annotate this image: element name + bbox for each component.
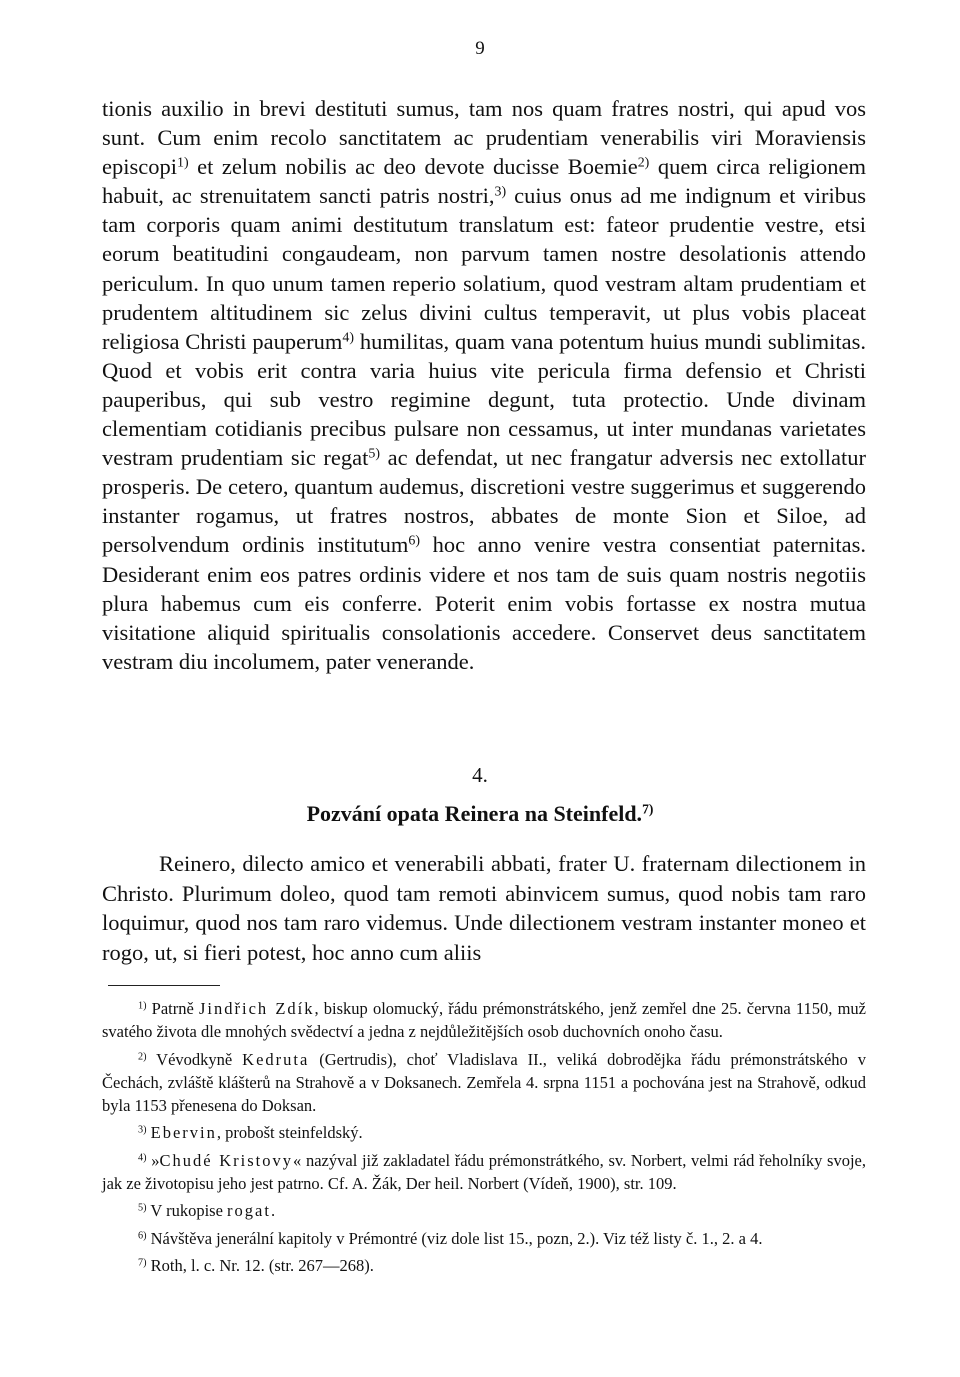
body-text-segment: hoc anno venire vestra consentiat paternitas. Desiderant enim eos patres ordinis videre et nos tam de suis quam nostris negotiis plura habemus cum eis conferre. Poterit enim vobis fortasse ex nostra mutua visitatione aliquid spiritualis consolationis accedere. Conservet deus sanctitatem vestram diu incolumem, pater venerande. [102,532,866,674]
footnote-text: , probošt steinfeldský. [216,1123,363,1143]
letter-4-body: Reinero, dilecto amico et venerabili abbati, frater U. fraternam dilectionem in Christo. Plurimum doleo, quod tam remoti abinvicem sumus, quod nobis tam raro loquimur, quod nos tam raro videmus. Unde dilectionem vestram instanter moneo et rogo, ut, si fieri potest, hoc anno cum aliis [102,851,866,965]
footnote-ref-5: 5) [368,446,381,462]
footnote-2 [102,1048,866,1118]
footnote-ref-2: 2) [637,155,650,171]
footnote-spaced-name: Jindřich Zdík [199,999,315,1018]
footnote-mark: 6) [138,1230,147,1242]
letter-3-body [102,94,866,676]
footnote-text: Návštěva jenerální kapitoly v Prémontré (viz dole list 15., pozn, 2.). Viz též listy č. 1., 2. a 4. [146,1228,763,1248]
body-text-segment: cuius onus ad me indignum et viribus tam corporis quam animi destitutum translatum est: fateor prudentie vestre, etsi eorum beatitudini congaudeam, non parvum tamen nostre desolationis attendo periculum. In quo unum tamen reperio solatium, quod vestram altam prudentiam et prudentem altitudinem sic zelus divini cultus temperavit, ut plus vobis placeat religiosa Christi pauperum [102,183,867,354]
footnote-3 [102,1121,866,1144]
footnote-spaced-name: rogat [227,1201,271,1221]
footnote-text: « nazýval již zakladatel řádu prémonstrátkého, sv. Norbert, velmi rád řeholníky svoje, jak ze životopisu jeho jest patrno. Cf. A. Žák, Der heil. Norbert (Vídeň, 1900), str. 109. [102,1150,866,1194]
footnote-text: . [270,1201,276,1221]
footnote-ref-3: 3) [494,184,507,200]
footnote-ref-1: 1) [176,155,189,171]
footnote-text: Roth, l. c. Nr. 12. (str. 267—268). [146,1255,374,1275]
footnote-4 [102,1149,866,1196]
footnote-spaced-name: Kedruta [242,1049,310,1069]
section-title-text: Pozvání opata Reinera na Steinfeld. [306,801,643,826]
footnote-text: , biskup olomucký, řádu prémonstrátského, jenž zemřel dne 25. června 1150, muž svatého života dle mnohých svědectví a jedna z nejdůležitějších osob duchovních onoho času. [102,999,866,1042]
page-number: 9 [475,38,485,59]
section-number: 4. [472,763,488,787]
footnote-text: V rukopise [146,1201,228,1221]
footnote-1 [102,997,866,1044]
footnote-5 [102,1199,866,1222]
footnote-mark: 7) [138,1257,147,1269]
footnote-spaced-name: Ebervin [150,1123,217,1143]
body-text-segment: humilitas, quam vana potentum huius mundi sublimitas. Quod et vobis erit contra varia huius vite pericula firma defensio et Christi pauperibus, qui sub vestro regimine degunt, tuta protectio. Unde divinam clementiam cotidianis precibus pulsare non cessamus, ut inter mundanas varietates vestram prudentiam sic regat [102,328,866,471]
footnote-6 [102,1227,866,1250]
footnote-text: (Gertrudis), choť Vladislava II., veliká dobrodějka řádu prémonstrátského v Čechách, zvláště klášterů na Strahově a v Doksanech. Zemřela 4. srpna 1151 a pochována jest na Strahově, odkud byla 1153 přenesena do Doksan. [102,1049,866,1116]
footnote-text: Vévodkyně [146,1049,243,1069]
footnote-mark: 4) [138,1152,147,1164]
footnote-ref-6: 6) [408,533,421,549]
body-text-segment: tionis auxilio in brevi destituti sumus, tam nos quam fratres nostri, qui apud vos sunt. Cum enim recolo sanctitatem ac prudentiam venerabilis viri Moraviensis episcopi [102,96,866,180]
footnote-mark: 2) [138,1050,147,1062]
body-text-segment: quem circa religionem habuit, ac strenuitatem sancti patris nostri, [102,154,866,209]
footnote-spaced-name: Chudé Kristovy [159,1150,294,1170]
footnote-text: » [146,1150,160,1170]
section-title [0,801,960,827]
footnote-mark: 1) [138,1000,147,1012]
body-text-segment: et zelum nobilis ac deo devote ducisse Boemie [188,154,638,180]
body-text-segment: ac defendat, ut nec frangatur adversis nec extollatur prosperis. De cetero, quantum audemus, discretioni vestre suggerimus et suggerendo instanter rogamus, ut fratres nostros, abbates de monte Sion et Siloe, ad persolvendum ordinis institutum [102,445,867,558]
footnote-ref-7: 7) [642,801,654,817]
footnote-mark: 5) [138,1202,147,1214]
footnote-ref-4: 4) [342,330,354,346]
footnote-mark: 3) [138,1124,147,1136]
footnote-text: Patrně [146,999,199,1018]
footnote-divider [108,985,220,986]
footnotes [102,997,866,1281]
footnote-7 [102,1254,866,1277]
